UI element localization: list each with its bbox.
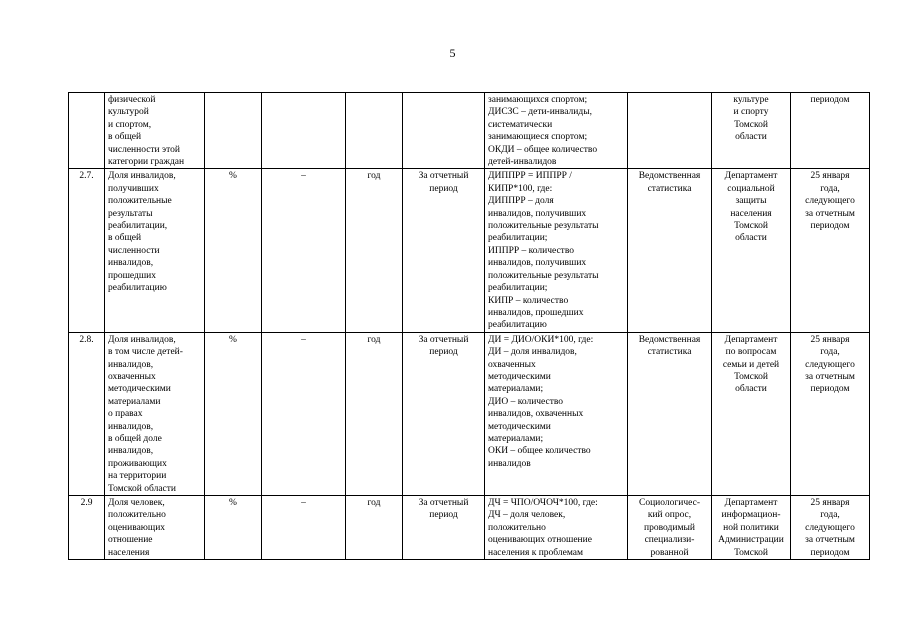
formula-cell: ДЧ = ЧПО/ОЧОЧ*100, где: ДЧ – доля человек, положительно оценивающих отношение населения к проблемам <box>485 496 628 560</box>
indicators-table <box>68 92 870 560</box>
indicator-name: Доля человек, положительно оценивающих отношение населения <box>105 496 205 560</box>
department-cell: Департамент по вопросам семьи и детей Томской области <box>712 332 791 495</box>
dash-cell: – <box>262 169 346 332</box>
deadline-cell: 25 января года, следующего за отчетным периодом <box>791 332 870 495</box>
formula-cell: занимающихся спортом; ДИСЗС – дети-инвалиды, систематически занимающиеся спортом; ОКДИ – общее количество детей-инвалидов <box>485 93 628 169</box>
indicator-name: Доля инвалидов, получивших положительные результаты реабилитации, в общей численности инвалидов, прошедших реабилитацию <box>105 169 205 332</box>
dash-cell: – <box>262 332 346 495</box>
indicator-name: Доля инвалидов, в том числе детей- инвалидов, охваченных методическими материалами о правах инвалидов, в общей доле инвалидов, проживающих на территории Томской области <box>105 332 205 495</box>
source-cell <box>628 93 712 169</box>
unit-cell: % <box>205 169 262 332</box>
formula-cell: ДИППРР = ИППРР / КИПР*100, где: ДИППРР – доля инвалидов, получивших положительные результаты реабилитации; ИППРР – количество инвалидов, получивших положительные результаты реабилитации; КИПР – количество инвалидов, прошедших реабилитацию <box>485 169 628 332</box>
periodicity-cell <box>346 93 403 169</box>
page-number: 5 <box>449 46 456 60</box>
periodicity-cell: год <box>346 496 403 560</box>
time-cell: За отчетный период <box>403 496 485 560</box>
department-cell: культуре и спорту Томской области <box>712 93 791 169</box>
row-number: 2.7. <box>69 169 105 332</box>
time-cell: За отчетный период <box>403 169 485 332</box>
indicator-name: физической культурой и спортом, в общей численности этой категории граждан <box>105 93 205 169</box>
department-cell: Департамент социальной защиты населения Томской области <box>712 169 791 332</box>
row-number <box>69 93 105 169</box>
periodicity-cell: год <box>346 332 403 495</box>
row-number: 2.9 <box>69 496 105 560</box>
dash-cell: – <box>262 496 346 560</box>
time-cell <box>403 93 485 169</box>
row-number: 2.8. <box>69 332 105 495</box>
deadline-cell: 25 января года, следующего за отчетным периодом <box>791 169 870 332</box>
dash-cell <box>262 93 346 169</box>
source-cell: Социологичес- кий опрос, проводимый специализи- рованной <box>628 496 712 560</box>
table-row <box>69 169 870 332</box>
table-row <box>69 93 870 169</box>
time-cell: За отчетный период <box>403 332 485 495</box>
unit-cell: % <box>205 332 262 495</box>
table-row <box>69 496 870 560</box>
table-row <box>69 332 870 495</box>
department-cell: Департамент информацион- ной политики Администрации Томской <box>712 496 791 560</box>
unit-cell <box>205 93 262 169</box>
source-cell: Ведомственная статистика <box>628 169 712 332</box>
deadline-cell: 25 января года, следующего за отчетным периодом <box>791 496 870 560</box>
formula-cell: ДИ = ДИО/ОКИ*100, где: ДИ – доля инвалидов, охваченных методическими материалами; ДИО – количество инвалидов, охваченных методическими материалами; ОКИ – общее количество инвалидов <box>485 332 628 495</box>
deadline-cell: периодом <box>791 93 870 169</box>
periodicity-cell: год <box>346 169 403 332</box>
source-cell: Ведомственная статистика <box>628 332 712 495</box>
unit-cell: % <box>205 496 262 560</box>
